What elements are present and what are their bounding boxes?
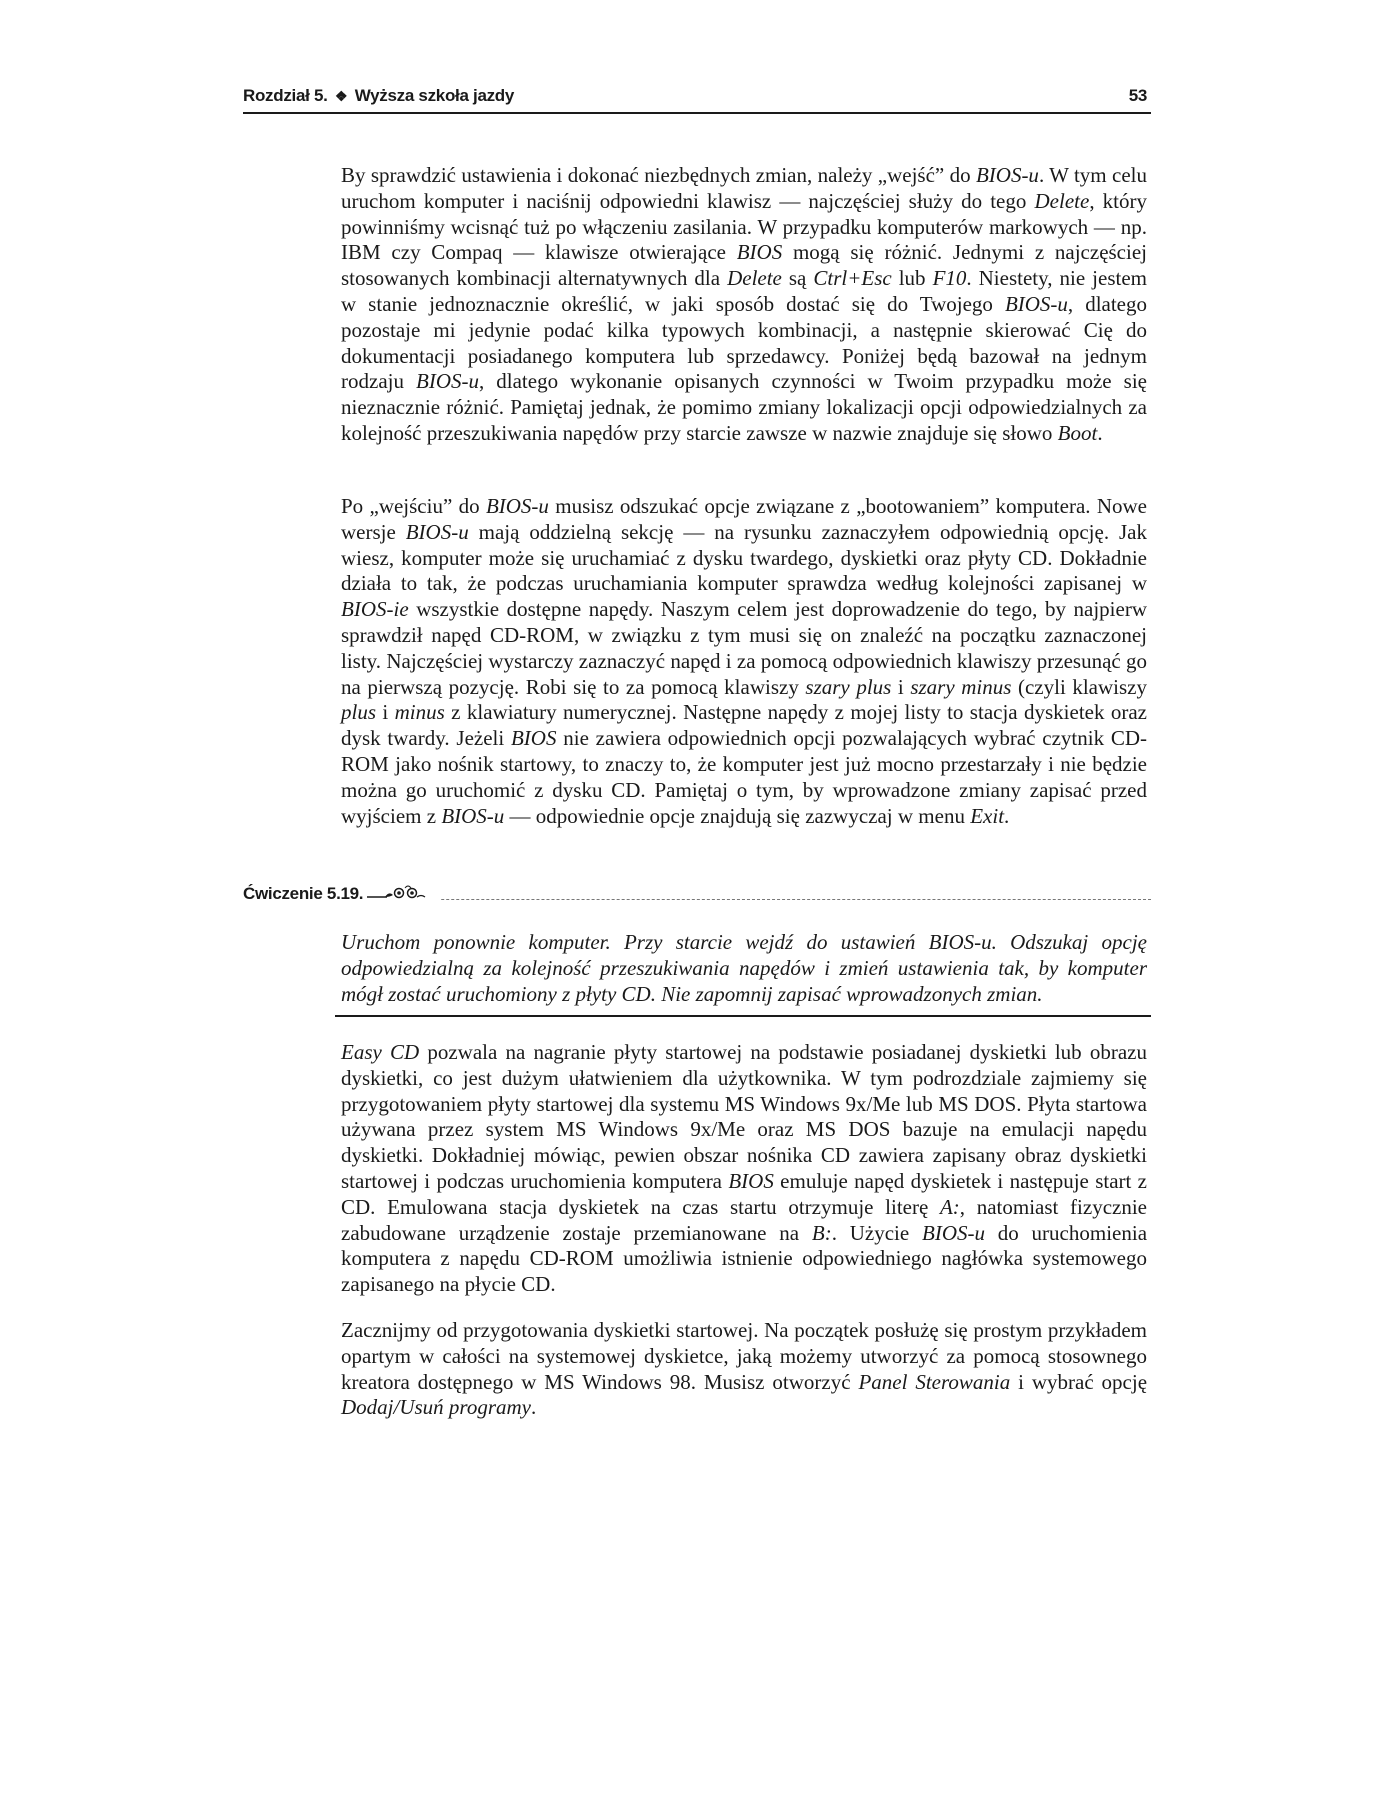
term: F10: [932, 266, 967, 291]
text-run: i wybrać opcję: [1010, 1369, 1148, 1394]
text-run: pozwala na nagranie płyty startowej na podstawie posiadanej dyskietki lub obrazu dyskietki, co jest dużym ułatwieniem dla użytkownika. W tym podrozdziale zajmiemy się przygotowaniem płyty startowej dla systemu MS Windows 9x/Me lub MS DOS. Płyta startowa używana przez system MS Windows 9x/Me oraz MS DOS bazuje na emulacji napędu dyskietki. Dokładniej mówiąc, pewien obszar nośnika CD zawiera zapisany obraz dyskietki startowej i podczas uruchomienia komputera: [341, 1040, 1147, 1193]
term: BIOS: [510, 726, 557, 751]
diamond-ornament-icon: ❖: [335, 88, 348, 104]
text-run: , dlatego pozostaje mi jedynie podać kilka typowych kombinacji, a następnie skierować Cię do dokumentacji posiadanego komputera lub sprzedawcy. Poniżej będą bazował na jednym rodzaju: [341, 291, 1147, 394]
term: BIOS-u: [922, 1220, 985, 1245]
text-run: , natomiast fizycznie zabudowane urządzenie zostaje przemianowane na: [341, 1194, 1147, 1245]
term: BIOS-u: [975, 163, 1039, 187]
term: Delete: [1034, 188, 1090, 213]
text-run: , który powinniśmy wcisnąć tuż po włączeniu zasilania. W przypadku komputerów markowych — np. IBM czy Compaq — klawisze otwierające: [341, 188, 1148, 265]
text-run: , dlatego wykonanie opisanych czynności w Twoim przypadku może się nieznacznie różnić. Pamiętaj jednak, że pomimo zmiany lokalizacji opcji odpowiedzialnych za kolejność przeszukiwania napędów przy starcie zawsze w nazwie znajduje się słowo: [341, 369, 1147, 445]
term: BIOS-ie: [341, 597, 409, 622]
term: BIOS: [728, 1168, 774, 1193]
pen-ornament-icon: [361, 882, 441, 904]
term: szary plus: [805, 674, 892, 699]
exercise-dashed-rule: [361, 899, 1151, 900]
text-run: są: [781, 266, 814, 291]
page-number: 53: [1128, 86, 1147, 105]
text-run: do uruchomienia komputera z napędu CD-ROM umożliwia istnienie odpowiedniego nagłówka systemowego zapisanego na płycie CD.: [341, 1220, 1148, 1297]
term: minus: [394, 700, 445, 725]
term: Dodaj/Usuń programy: [341, 1395, 531, 1420]
chapter-title: [243, 86, 514, 106]
term: B:: [811, 1220, 832, 1245]
text-run: wszystkie dostępne napędy. Naszym celem jest doprowadzenie do tego, by najpierw sprawdził napęd CD-ROM, w związku z tym musi się on znaleźć na początku zaznaczonej listy. Najczęściej wystarczy zaznaczyć napęd i za pomocą odpowiednich klawiszy przesunąć go na pierwszą pozycję. Robi się to za pomocą klawiszy: [341, 597, 1147, 699]
paragraph-easy-cd: [341, 1040, 1147, 1298]
text-run: .: [530, 1395, 537, 1420]
term: A:: [939, 1194, 960, 1219]
text-run: (czyli klawiszy: [1011, 674, 1148, 699]
text-run: mogą się różnić. Jednymi z najczęściej stosowanych kombinacji alternatywnych dla: [341, 240, 1147, 291]
text-run: emuluje napęd dyskietek i następuje start z CD. Emulowana stacja dyskietek na czas startu otrzymuje literę: [341, 1168, 1147, 1219]
exercise-bottom-rule: [335, 1015, 1151, 1017]
term: BIOS-u: [485, 494, 549, 518]
term: Exit: [970, 803, 1005, 828]
exercise-heading: [243, 884, 1151, 908]
term: Ctrl+Esc: [813, 266, 892, 291]
term: Panel Sterowania: [858, 1369, 1011, 1394]
term: Delete: [727, 266, 782, 291]
text-run: musisz odszukać opcje związane z „bootowaniem” komputera. Nowe wersje: [341, 494, 1147, 544]
text-run: — odpowiednie opcje znajdują się zazwyczaj w menu: [504, 803, 971, 828]
term: BIOS-u: [441, 803, 505, 828]
term: BIOS: [736, 240, 783, 265]
text-run: . Użycie: [831, 1220, 922, 1245]
text-run: . W tym celu uruchom komputer i naciśnij odpowiedni klawisz — najczęściej służy do tego: [341, 163, 1147, 213]
exercise-text: Uruchom ponownie komputer. Przy starcie wejdź do ustawień BIOS-u. Odszukaj opcję odpowiedzialną za kolejność przeszukiwania napędów i zmień ustawienia tak, by komputer mógł zostać uruchomiony z płyty CD. Nie zapomnij zapisać wprowadzonych zmian.: [341, 930, 1147, 1006]
paragraph-bios-access: [341, 163, 1147, 447]
term: BIOS-u: [416, 369, 479, 394]
text-run: . Niestety, nie jestem w stanie jednoznacznie określić, w jaki sposób dostać się do Twojego: [341, 266, 1147, 316]
term: plus: [341, 700, 377, 725]
text-run: lub: [891, 266, 933, 291]
text-run: .: [1004, 803, 1010, 828]
text-run: i: [891, 674, 911, 699]
text-run: mają oddzielną sekcję — na rysunku zaznaczyłem odpowiednią opcję. Jak wiesz, komputer może się uruchamiać z dysku twardego, dyskietki oraz płyty CD. Dokładnie działa to tak, że podczas uruchamiania komputer sprawdza według kolejności zapisanej w: [341, 519, 1147, 596]
term: BIOS-u: [1004, 291, 1068, 316]
exercise-label: Ćwiczenie 5.19.: [243, 884, 367, 904]
text-run: Zacznijmy od przygotowania dyskietki startowej. Na początek posłużę się prostym przykładem opartym w całości na systemowej dyskietce, jaką możemy utworzyć za pomocą stosownego kreatora dostępnego w MS Windows 98. Musisz otworzyć: [341, 1318, 1147, 1394]
term: BIOS-u: [405, 519, 469, 544]
chapter-name: Wyższa szkoła jazdy: [354, 86, 515, 105]
term: Easy CD: [341, 1040, 420, 1064]
text-run: .: [1097, 420, 1103, 445]
text-run: z klawiatury numerycznej. Następne napędy z mojej listy to stacja dyskietek oraz dysk twardy. Jeżeli: [341, 700, 1147, 751]
text-run: nie zawiera odpowiednich opcji pozwalających wybrać czytnik CD-ROM jako nośnik startowy, to znaczy to, że komputer jest już mocno przestarzały i nie będzie można go uruchomić z dysku CD. Pamiętaj o tym, by wprowadzone zmiany zapisać przed wyjściem z: [341, 726, 1147, 828]
term: Boot: [1057, 420, 1098, 445]
chapter-prefix: Rozdział 5.: [243, 86, 328, 105]
text-run: Po „wejściu” do: [341, 494, 486, 518]
term: szary minus: [910, 674, 1012, 699]
paragraph-boot-order: [341, 494, 1147, 829]
text-run: i: [376, 700, 395, 725]
paragraph-boot-disk: [341, 1318, 1147, 1421]
running-header: [243, 84, 1151, 114]
text-run: By sprawdzić ustawienia i dokonać niezbędnych zmian, należy „wejść” do: [341, 163, 976, 187]
